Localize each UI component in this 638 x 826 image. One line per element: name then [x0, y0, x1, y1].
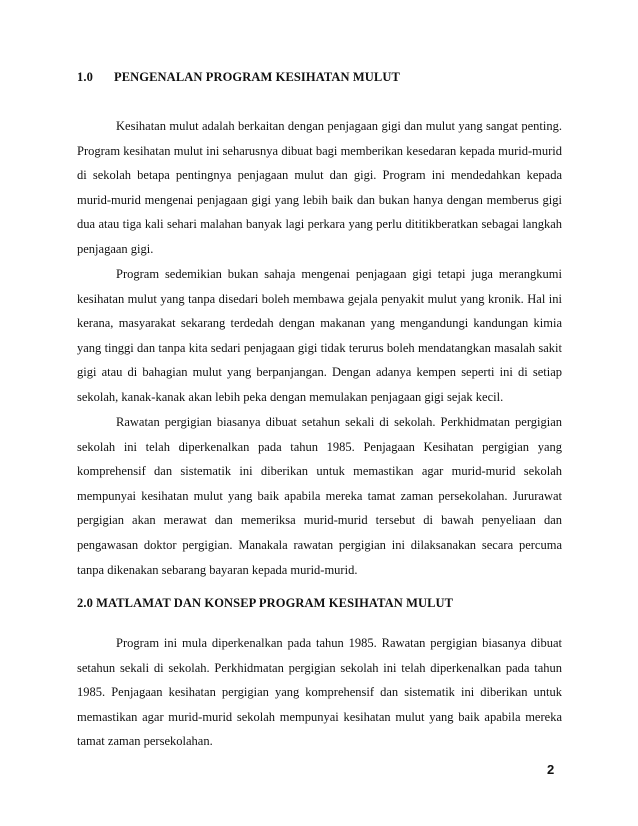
page-number: 2	[547, 762, 555, 777]
paragraph: Kesihatan mulut adalah berkaitan dengan penjagaan gigi dan mulut yang sangat penting. Program kesihatan mulut ini seharusnya dibuat bagi memberikan kesedaran kepada murid-murid di sekolah betapa pentingnya penjagaan mulut dan gigi. Program ini mendedahkan kepada murid-murid mengenai penjagaan gigi yang lebih baik dan bukan hanya dengan memberus gigi dua atau tiga kali sehari malahan banyak lagi perkara yang perlu dititikberatkan sebagai langkah penjagaan gigi.	[77, 119, 562, 256]
paragraph: Program ini mula diperkenalkan pada tahun 1985. Rawatan pergigian biasanya dibuat setahun sekali di sekolah. Perkhidmatan pergigian sekolah ini telah diperkenalkan pada tahun 1985. Penjagaan kesihatan pergigian yang komprehensif dan sistematik ini diberikan untuk memastikan agar murid-murid sekolah mempunyai kesihatan mulut yang baik apabila mereka tamat zaman persekolahan.	[77, 636, 562, 749]
paragraph: Program sedemikian bukan sahaja mengenai penjagaan gigi tetapi juga merangkumi kesihatan mulut yang tanpa disedari boleh membawa gejala penyakit mulut yang kronik. Hal ini kerana, masyarakat sekarang terdedah dengan makanan yang mengandungi kandungan kimia yang tinggi dan tanpa kita sedari penjagaan gigi tidak terurus boleh mendatangkan masalah sakit gigi atau di bahagian mulut yang berpanjangan. Dengan adanya kempen seperti ini di setiap sekolah, kanak-kanak akan lebih peka dengan memulakan penjagaan gigi sejak kecil.	[77, 267, 562, 404]
section-title: PENGENALAN PROGRAM KESIHATAN MULUT	[114, 70, 400, 84]
section-heading-2	[77, 596, 453, 611]
section-number: 1.0	[77, 70, 93, 84]
section-title: 2.0 MATLAMAT DAN KONSEP PROGRAM KESIHATAN MULUT	[77, 596, 454, 610]
section-heading-1	[77, 70, 400, 85]
paragraph: Rawatan pergigian biasanya dibuat setahun sekali di sekolah. Perkhidmatan pergigian sekolah ini telah diperkenalkan pada tahun 1985. Penjagaan Kesihatan pergigian yang komprehensif dan sistematik ini diberikan untuk memastikan agar murid-murid sekolah mempunyai kesihatan mulut yang baik apabila mereka tamat zaman persekolahan. Jururawat pergigian akan merawat dan memeriksa murid-murid tersebut di bawah penyeliaan dan pengawasan doktor pergigian. Manakala rawatan pergigian ini dilaksanakan secara percuma tanpa dikenakan sebarang bayaran kepada murid-murid.	[77, 415, 562, 577]
